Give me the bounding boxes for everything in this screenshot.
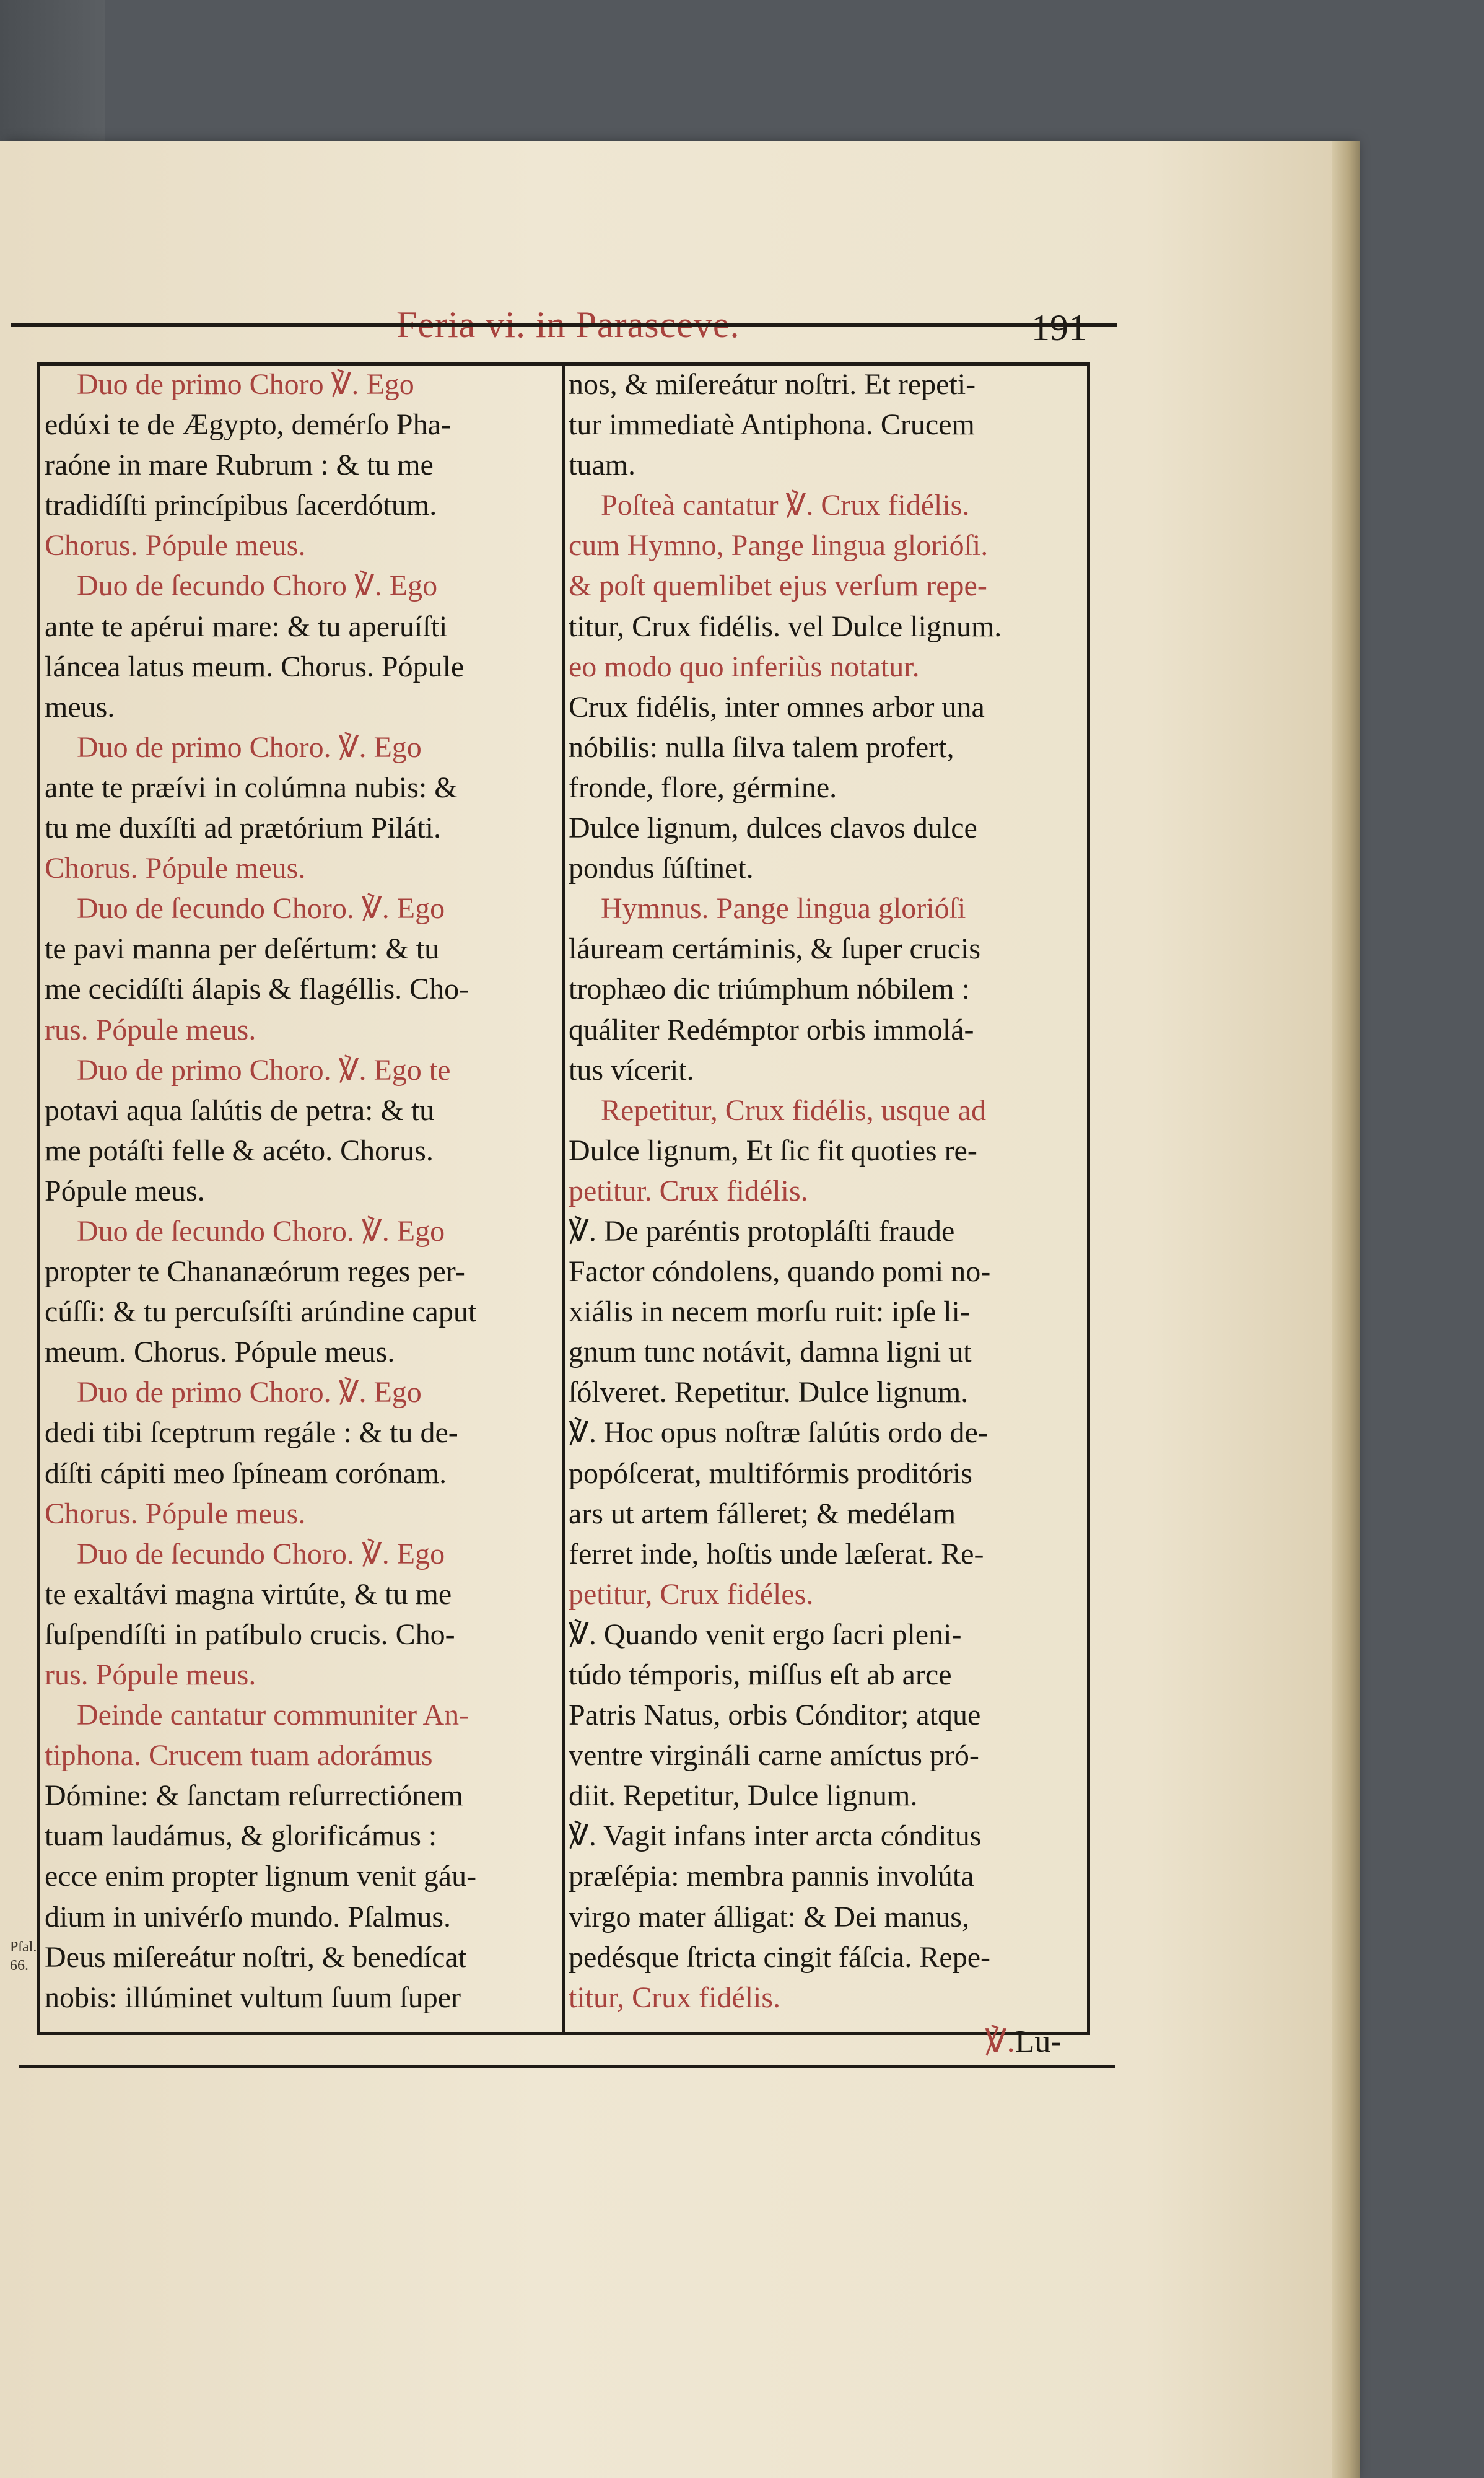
text-line: Duo de primo Choro. ℣. Ego te <box>77 1053 451 1087</box>
text-line: tradidíſti princípibus ſacerdótum. <box>45 489 437 522</box>
text-line: tuam. <box>569 449 635 482</box>
text-line: rus. Pópule meus. <box>45 1013 256 1046</box>
page-edge <box>1332 141 1360 2478</box>
margin-note-line: Pſal. <box>10 1939 37 1955</box>
margin-note-line: 66. <box>10 1958 28 1974</box>
text-line: ars ut artem fálleret; & medélam <box>569 1497 956 1530</box>
text-line: ventre virgináli carne amíctus pró- <box>569 1739 979 1772</box>
text-line: Duo de primo Choro. ℣. Ego <box>77 1376 422 1409</box>
text-line: Dómine: & ſanctam reſurrectiónem <box>45 1779 463 1813</box>
header-rule <box>11 323 1117 327</box>
bottom-rule <box>19 2065 1115 2068</box>
text-line: virgo mater álligat: & Dei manus, <box>569 1900 969 1933</box>
text-line: cúſſi: & tu percuſsíſti arúndine caput <box>45 1295 477 1329</box>
text-line: popóſcerat, multifórmis proditóris <box>569 1456 972 1490</box>
text-line: xiális in necem morſu ruit: ipſe li- <box>569 1295 970 1329</box>
left-column <box>45 364 540 2018</box>
text-line: Chorus. Pópule meus. <box>45 852 306 885</box>
text-line: Dulce lignum, dulces clavos dulce <box>569 812 977 845</box>
text-line: ante te præívi in colúmna nubis: & <box>45 771 458 804</box>
running-head: Feria vi. in Parasceve. <box>396 304 740 345</box>
text-line: tuam laudámus, & glorificámus : <box>45 1819 437 1853</box>
text-line: fronde, flore, gérmine. <box>569 771 837 804</box>
text-line: præſépia: membra pannis involúta <box>569 1860 974 1893</box>
text-line: Repetitur, Crux fidélis, usque ad <box>601 1093 986 1127</box>
text-line: ante te apérui mare: & tu aperuíſti <box>45 610 448 643</box>
text-line: raóne in mare Rubrum : & tu me <box>45 449 434 482</box>
text-line: Factor cóndolens, quando pomi no- <box>569 1255 991 1289</box>
text-line: Chorus. Pópule meus. <box>45 1497 306 1530</box>
text-line: propter te Chananæórum reges per- <box>45 1255 465 1289</box>
margin-note <box>10 1938 37 1975</box>
text-line: Patris Natus, orbis Cónditor; atque <box>569 1699 981 1732</box>
text-line: te pavi manna per deſértum: & tu <box>45 932 440 966</box>
text-line: Duo de primo Choro ℣. Ego <box>77 368 414 401</box>
text-line: láncea latus meum. Chorus. Pópule <box>45 650 465 683</box>
text-line: Chorus. Pópule meus. <box>45 529 306 563</box>
catchword <box>985 2023 1062 2060</box>
text-line: Duo de ſecundo Choro ℣. Ego <box>77 569 438 603</box>
text-line: meus. <box>45 690 115 724</box>
text-line: nobis: illúminet vultum ſuum ſuper <box>45 1981 461 2014</box>
text-line: Duo de ſecundo Choro. ℣. Ego <box>77 892 445 926</box>
text-line: nos, & miſereátur noſtri. Et repeti- <box>569 368 976 401</box>
text-line: meum. Chorus. Pópule meus. <box>45 1336 395 1369</box>
text-line: ferret inde, hoſtis unde læſerat. Re- <box>569 1537 984 1570</box>
text-line: Deus miſereátur noſtri, & benedícat <box>45 1940 467 1974</box>
text-line: ℣. Hoc opus noſtræ ſalútis ordo de- <box>569 1416 988 1450</box>
text-line: tiphona. Crucem tuam adorámus <box>45 1739 433 1772</box>
text-line: & poſt quemlibet ejus verſum repe- <box>569 569 987 603</box>
text-line: potavi aqua ſalútis de petra: & tu <box>45 1093 435 1127</box>
catchword-text: Lu- <box>1015 2024 1062 2059</box>
text-line: tus vícerit. <box>569 1053 694 1087</box>
text-line: diit. Repetitur, Dulce lignum. <box>569 1779 918 1813</box>
text-line: petitur. Crux fidélis. <box>569 1174 808 1207</box>
text-line: rus. Pópule meus. <box>45 1658 256 1691</box>
text-line: Duo de ſecundo Choro. ℣. Ego <box>77 1214 445 1248</box>
text-line: pedésque ſtricta cingit fáſcia. Repe- <box>569 1940 991 1974</box>
text-line: me cecidíſti álapis & flagéllis. Cho- <box>45 973 469 1006</box>
text-line: petitur, Crux fidéles. <box>569 1577 814 1611</box>
text-line: ſuſpendíſti in patíbulo crucis. Cho- <box>45 1618 455 1651</box>
text-line: titur, Crux fidélis. <box>569 1981 781 2014</box>
text-line: Hymnus. Pange lingua glorióſi <box>601 892 966 926</box>
text-line: tu me duxíſti ad prætórium Piláti. <box>45 812 441 845</box>
text-line: túdo témporis, miſſus eſt ab arce <box>569 1658 952 1691</box>
text-line: edúxi te de Ægypto, demérſo Pha- <box>45 408 451 442</box>
text-line: ℣. Vagit infans inter arcta cónditus <box>569 1819 982 1853</box>
column-divider <box>562 362 565 2032</box>
text-line: te exaltávi magna virtúte, & tu me <box>45 1577 452 1611</box>
text-line: me potáſti felle & acéto. Chorus. <box>45 1134 434 1167</box>
text-line: ſólveret. Repetitur. Dulce lignum. <box>569 1376 969 1409</box>
text-line: cum Hymno, Pange lingua glorióſi. <box>569 529 989 563</box>
text-line: ℣. De paréntis protopláſti fraude <box>569 1214 955 1248</box>
text-line: quáliter Redémptor orbis immolá- <box>569 1013 974 1046</box>
text-line: tur immediatè Antiphona. Crucem <box>569 408 975 442</box>
text-line: Poſteà cantatur ℣. Crux fidélis. <box>601 489 970 522</box>
text-line: nóbilis: nulla ſilva talem profert, <box>569 730 954 764</box>
text-line: díſti cápiti meo ſpíneam corónam. <box>45 1456 447 1490</box>
text-line: eo modo quo inferiùs notatur. <box>569 650 920 683</box>
text-line: láuream certáminis, & ſuper crucis <box>569 932 981 966</box>
text-line: gnum tunc notávit, damna ligni ut <box>569 1336 972 1369</box>
text-line: titur, Crux fidélis. vel Dulce lignum. <box>569 610 1002 643</box>
text-line: Crux fidélis, inter omnes arbor una <box>569 690 985 724</box>
right-column <box>569 364 1073 2018</box>
text-line: dium in univérſo mundo. Pſalmus. <box>45 1900 451 1933</box>
text-line: dedi tibi ſceptrum regále : & tu de- <box>45 1416 458 1450</box>
text-line: ℣. Quando venit ergo ſacri pleni- <box>569 1618 962 1651</box>
text-line: ecce enim propter lignum venit gáu- <box>45 1860 477 1893</box>
text-line: pondus ſúſtinet. <box>569 852 754 885</box>
text-line: Dulce lignum, Et ſic fit quoties re- <box>569 1134 977 1167</box>
text-line: Duo de ſecundo Choro. ℣. Ego <box>77 1537 445 1570</box>
versicle-mark: ℣. <box>985 2024 1015 2059</box>
text-line: Deinde cantatur communiter An- <box>77 1699 469 1732</box>
text-line: Duo de primo Choro. ℣. Ego <box>77 730 422 764</box>
text-line: Pópule meus. <box>45 1174 205 1207</box>
page-number: 191 <box>1031 307 1087 348</box>
text-line: trophæo dic triúmphum nóbilem : <box>569 973 970 1006</box>
